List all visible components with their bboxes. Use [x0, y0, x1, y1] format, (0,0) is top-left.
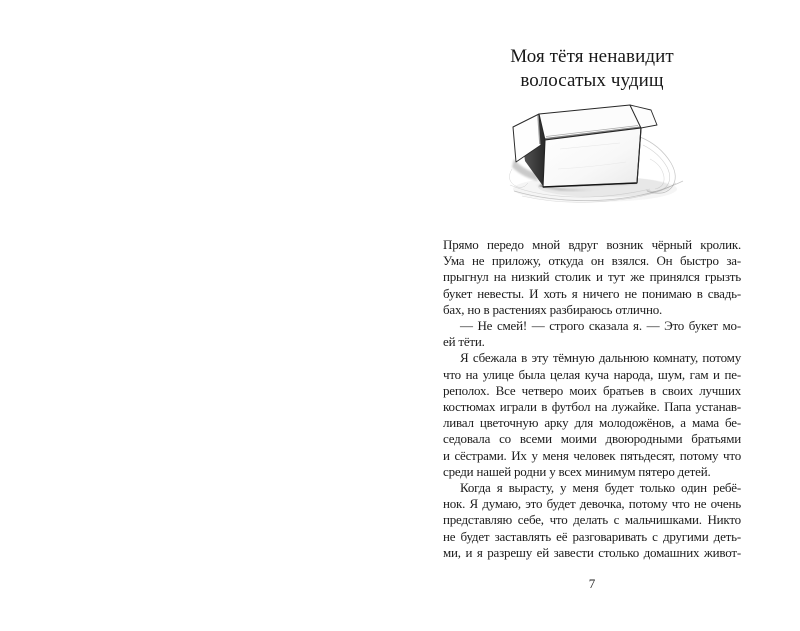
- text-line: Когда я вырасту, у меня будет только один ребё-: [460, 480, 741, 496]
- text-line: ливал цветочную арку для молодожёнов, а мама бе-: [443, 415, 741, 431]
- text-line: реполох. Все четверо моих братьев в своих лучших: [443, 382, 741, 398]
- text-line: ей тёти.: [443, 334, 485, 350]
- text-line: Я сбежала в эту тёмную дальнюю комнату, потому: [460, 350, 741, 366]
- text-line: что на улице была целая куча народа, шум, гам и пе-: [443, 366, 741, 382]
- text-line: прыгнул на низкий столик и тут же принялся грызть: [443, 269, 741, 285]
- text-line: седовала со всеми моими двоюродными братьями: [443, 431, 741, 447]
- body-text: [443, 237, 741, 561]
- text-line: — Не смей! — строго сказала я. — Это букет мо-: [460, 318, 741, 334]
- title-line-1: Моя тётя ненавидит: [510, 46, 674, 67]
- text-line: среди нашей родни у всех минимум пятеро детей.: [443, 463, 711, 479]
- text-line: и сёстрами. Их у меня человек пятьдесят, потому что: [443, 447, 741, 463]
- text-line: представляю себе, что делать с мальчишками. Никто: [443, 512, 741, 528]
- text-line: нок. Я думаю, это будет девочка, потому что не очень: [443, 496, 741, 512]
- text-line: Прямо передо мной вдруг возник чёрный кролик.: [443, 237, 741, 252]
- text-line: костюмах играли в футбол на лужайке. Папа устанав-: [443, 399, 741, 415]
- text-line: Ума не приложу, откуда он взялся. Он быстро за-: [443, 253, 741, 269]
- page-number: 7: [588, 576, 596, 591]
- paragraph-2-dialogue: [443, 318, 741, 350]
- paragraph-1: [443, 237, 741, 318]
- text-line: не будет заставлять её разговаривать с другими деть-: [443, 528, 741, 544]
- text-line: ми, и я разрешу ей завести столько домашних живот-: [443, 544, 741, 560]
- title-line-2: волосатых чудищ: [520, 70, 664, 91]
- paragraph-4: [443, 480, 741, 561]
- text-line: бах, но в растениях разбираюсь отлично.: [443, 301, 663, 317]
- paragraph-3: [443, 350, 741, 480]
- text-line: букет невесты. И хоть я ничего не понимаю в свадь-: [443, 285, 741, 301]
- page-title: [443, 45, 741, 93]
- cardboard-box-illustration: [500, 99, 696, 209]
